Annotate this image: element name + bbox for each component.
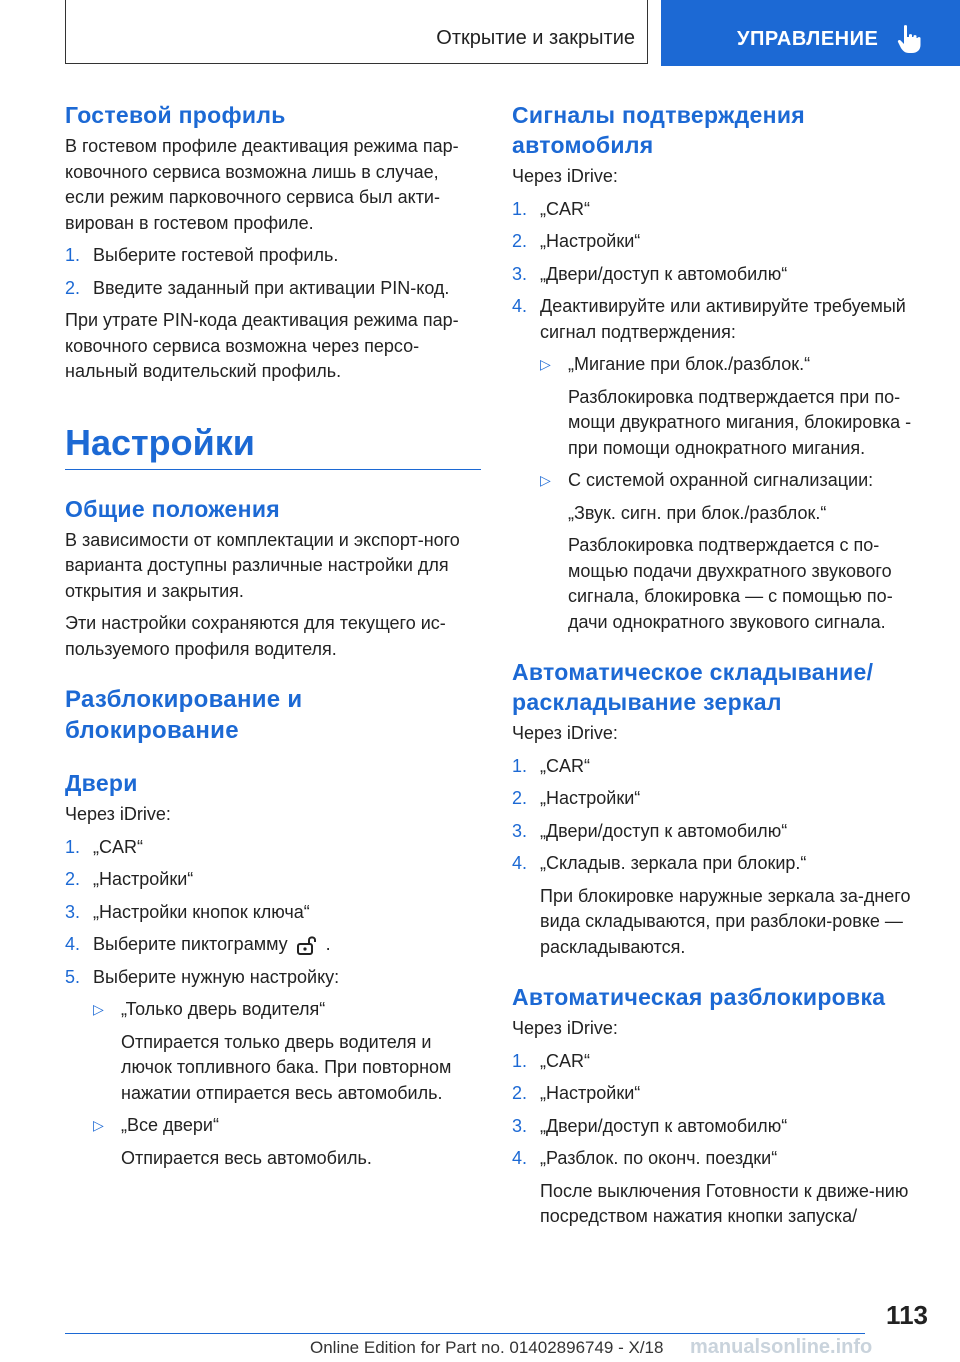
list-item — [512, 786, 932, 812]
list-text: „Настройки кнопок ключа“ — [93, 901, 310, 922]
list-text: „CAR“ — [540, 1050, 590, 1071]
list-number: 3. — [512, 1115, 528, 1136]
list-item — [512, 851, 932, 877]
triangle-bullet-icon: ▷ — [93, 1117, 104, 1133]
guest-paragraph-1: В гостевом профиле деактивация режима пар-ковочного сервиса возможна лишь в случае, если режим парковочного сервиса был акти-вирован в гостевом профиле. — [65, 136, 459, 233]
list-number: 3. — [65, 901, 81, 922]
auto-via: Через iDrive: — [512, 1018, 618, 1038]
list-item — [512, 1049, 932, 1075]
option-label: „Только дверь водителя“ — [121, 999, 326, 1019]
header-chapter: Открытие и закрытие — [436, 27, 635, 49]
list-number: 3. — [512, 263, 528, 284]
list-item — [65, 835, 481, 861]
list-text: „Настройки“ — [93, 869, 194, 889]
triangle-bullet-icon: ▷ — [540, 472, 551, 488]
triangle-bullet-icon: ▷ — [93, 1001, 104, 1017]
list-item — [512, 754, 932, 780]
header-section-box — [661, 0, 960, 66]
list-text: „CAR“ — [93, 836, 143, 857]
footer-divider — [65, 1333, 865, 1334]
doors-heading: Двери — [65, 770, 138, 796]
list-text: „Настройки“ — [540, 231, 641, 251]
list-number: 1. — [512, 1050, 528, 1071]
settings-title: Настройки — [65, 421, 255, 463]
list-item — [65, 932, 481, 958]
option-description: Отпирается только дверь водителя и лючок топливного бака. При повторном нажатии отпирается весь автомобиль. — [121, 1031, 452, 1103]
header-chapter-box — [65, 0, 648, 64]
list-number: 1. — [512, 198, 528, 219]
unlock-icon — [296, 934, 318, 956]
mirrors-heading: Автоматическое складывание/ раскладывание зеркал — [512, 659, 874, 715]
option-item — [540, 468, 932, 494]
list-number: 2. — [512, 231, 528, 251]
list-text: „Настройки“ — [540, 1083, 641, 1103]
list-text: „Настройки“ — [540, 788, 641, 808]
list-item — [512, 229, 932, 255]
list-number: 1. — [65, 836, 81, 857]
list-item — [512, 819, 932, 845]
option-description: Разблокировка подтверждается при по-мощи двукратного мигания, блокировка - при помощи однократного мигания. — [568, 386, 912, 458]
list-item — [65, 900, 481, 926]
doors-via: Через iDrive: — [65, 804, 171, 824]
list-item — [512, 1081, 932, 1107]
hand-pointer-icon — [897, 24, 923, 54]
list-item — [512, 197, 932, 223]
option-item — [540, 352, 932, 378]
left-column — [65, 100, 481, 1178]
watermark: manualsonline.info — [690, 1336, 873, 1358]
list-number: 3. — [512, 820, 528, 841]
list-item — [512, 1114, 932, 1140]
list-text: Введите заданный при активации PIN-код. — [93, 277, 450, 298]
signals-via: Через iDrive: — [512, 166, 618, 186]
list-text: „Складыв. зеркала при блокир.“ — [540, 853, 807, 873]
list-number: 5. — [65, 966, 81, 987]
list-number: 2. — [512, 788, 528, 808]
list-text: „Двери/доступ к автомобилю“ — [540, 820, 788, 841]
option-sublabel: „Звук. сигн. при блок./разблок.“ — [568, 502, 827, 523]
list-text — [93, 932, 481, 958]
guest-paragraph-2: При утрате PIN-кода деактивация режима пар-ковочного сервиса возможна через персо-нальный водительский профиль. — [65, 310, 459, 381]
list-number: 1. — [512, 755, 528, 776]
list-number: 4. — [65, 934, 81, 954]
list-number: 2. — [65, 277, 81, 298]
list-text: Деактивируйте или активируйте требуемый сигнал подтверждения: — [540, 296, 906, 342]
list-text: Выберите гостевой профиль. — [93, 245, 339, 265]
list-item — [65, 965, 481, 991]
list-text: „CAR“ — [540, 755, 590, 776]
option-item — [93, 997, 481, 1023]
footer-edition: Online Edition for Part no. 01402896749 - X/18 — [310, 1338, 664, 1357]
list-item — [65, 867, 481, 893]
list-item — [512, 262, 932, 288]
list-text-suffix: . — [325, 934, 331, 954]
list-number: 4. — [512, 1148, 528, 1168]
mirrors-description: При блокировке наружные зеркала за-днего вида складываются, при разблоки-ровке — раскладываются. — [540, 885, 911, 957]
option-item — [93, 1113, 481, 1139]
general-heading: Общие положения — [65, 495, 280, 522]
list-item — [512, 294, 932, 345]
general-paragraph-1: В зависимости от комплектации и экспорт-ного варианта доступны различные настройки для открытия и закрытия. — [65, 529, 460, 601]
list-number: 4. — [512, 853, 528, 873]
signals-heading: Сигналы подтверждения автомобиля — [512, 102, 805, 158]
list-text: „CAR“ — [540, 198, 590, 219]
settings-title-wrap — [65, 421, 481, 470]
option-description: Отпирается весь автомобиль. — [121, 1147, 372, 1168]
list-number: 1. — [65, 245, 81, 265]
list-item — [65, 243, 481, 269]
right-column — [512, 100, 932, 1237]
guest-profile-heading: Гостевой профиль — [65, 102, 286, 128]
list-item — [512, 1146, 932, 1172]
header-section: УПРАВЛЕНИЕ — [737, 28, 879, 50]
option-label: „Мигание при блок./разблок.“ — [568, 354, 811, 374]
option-label: С системой охранной сигнализации: — [568, 470, 874, 490]
list-number: 2. — [512, 1083, 528, 1103]
option-label: „Все двери“ — [121, 1115, 219, 1135]
mirrors-via: Через iDrive: — [512, 723, 618, 743]
unlock-heading: Разблокирование и блокирование — [65, 686, 303, 744]
auto-description: После выключения Готовности к движе-нию посредством нажатия кнопки запуска/ — [540, 1180, 909, 1226]
auto-unlock-heading: Автоматическая разблокировка — [512, 984, 886, 1010]
list-number: 2. — [65, 869, 81, 889]
option-description: Разблокировка подтверждается с по-мощью подачи двухкратного звукового сигнала, блокировка — с помощью по-дачи однократного звукового сигнала. — [568, 535, 893, 632]
list-text-main: Выберите пиктограмму — [93, 934, 288, 954]
list-number: 4. — [512, 296, 528, 316]
list-item — [65, 276, 481, 302]
general-paragraph-2: Эти настройки сохраняются для текущего ис-пользуемого профиля водителя. — [65, 613, 446, 659]
list-text: „Двери/доступ к автомобилю“ — [540, 263, 788, 284]
list-text: „Двери/доступ к автомобилю“ — [540, 1115, 788, 1136]
list-text: „Разблок. по оконч. поездки“ — [540, 1148, 778, 1168]
triangle-bullet-icon: ▷ — [540, 356, 551, 372]
page-number: 113 — [886, 1300, 928, 1330]
list-text: Выберите нужную настройку: — [93, 966, 340, 987]
